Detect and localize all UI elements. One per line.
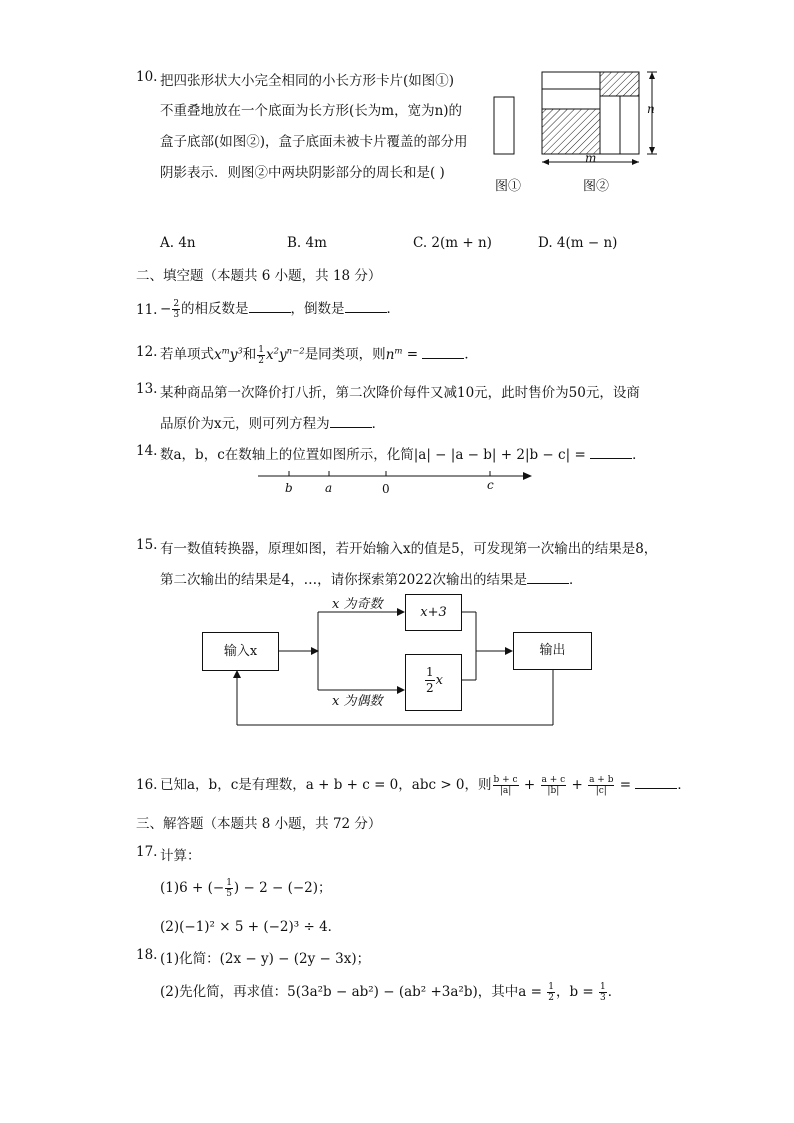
- flow-even-label: x 为偶数: [332, 694, 383, 709]
- q16-text: 已知a，b，c是有理数，a + b + c = 0，abc > 0，则 $\frac{b + c}{|a|}$ + $\frac{a + c}{|b|}$ + $\frac{a + b}{|c|}$ = ．: [160, 775, 691, 796]
- q15-line-2: 第二次输出的结果是4，…，请你探索第2022次输出的结果是 ．: [160, 572, 583, 588]
- q10-option-b: B. 4m: [287, 235, 327, 251]
- section-2-heading: 二、填空题（本题共 6 小题，共 18 分）: [136, 268, 382, 284]
- q10-option-d: D. 4(m − n): [538, 235, 618, 251]
- fig2-n-label: n: [647, 102, 655, 116]
- q15-line-1: 有一数值转换器，原理如图，若开始输入x的值是5，可发现第一次输出的结果是8，: [160, 541, 658, 557]
- q16-blank: [635, 778, 677, 789]
- fig1-label: 图①: [495, 179, 522, 194]
- q15-number: 15.: [136, 537, 158, 553]
- q10-line-1: 把四张形状大小完全相同的小长方形卡片(如图①): [160, 73, 455, 89]
- axis-label-c: c: [487, 478, 494, 492]
- q17-title: 计算：: [160, 848, 201, 864]
- q10-option-c: C. 2(m + n): [413, 235, 492, 251]
- q13-number: 13.: [136, 381, 158, 397]
- q10-line-4: 阴影表示．则图②中两块阴影部分的周长和是( ): [160, 165, 445, 181]
- axis-label-b: b: [285, 481, 293, 495]
- q17-part-1: (1)6 + (− $\frac{1}{5}$ ) − 2 − (−2)；: [160, 878, 332, 899]
- q14-number: 14.: [136, 443, 158, 459]
- q10-number: 10.: [136, 69, 158, 85]
- fig2-m-label: m: [585, 151, 597, 165]
- flow-odd-label: x 为奇数: [332, 597, 383, 612]
- q10-line-3: 盒子底部(如图②)，盒子底面未被卡片覆盖的部分用: [160, 134, 468, 150]
- q11-number: 11.: [136, 302, 158, 318]
- q17-number: 17.: [136, 844, 158, 860]
- q16-number: 16.: [136, 777, 158, 793]
- flow-input-box: 输入x: [202, 632, 279, 671]
- q18-number: 18.: [136, 947, 158, 963]
- q10-option-a: A. 4n: [160, 235, 196, 251]
- q17-part-2: (2)(−1)² × 5 + (−2)³ ÷ 4．: [160, 919, 342, 935]
- flow-even-box: $\frac{1}{2}$ x: [405, 654, 462, 711]
- q12-text: 若单项式$x^my^3$和 $\frac{1}{2}$ $x^2y^{n-2}$是同类项，则$n^m$ = ．: [160, 344, 478, 366]
- q14-text: 数a，b，c在数轴上的位置如图所示，化简|a| − |a − b| + 2|b − c| = ．: [160, 447, 646, 463]
- q13-line-1: 某种商品第一次降价打八折，第二次降价每件又减10元，此时售价为50元，设商: [160, 385, 640, 401]
- q18-part-1: (1)化简：(2x − y) − (2y − 3x)；: [160, 951, 371, 967]
- q18-part-2: (2)先化简，再求值：5(3a²b − ab²) − (ab² +3a²b)，其中a = $\frac{1}{2}$ ，b = $\frac{1}{3}$ ．: [160, 982, 622, 1003]
- q11-text: − $\frac{2}{3}$ 的相反数是 ，倒数是 ．: [160, 299, 401, 320]
- q12-number: 12.: [136, 344, 158, 360]
- q13-line-2: 品原价为x元，则可列方程为 ．: [160, 416, 386, 432]
- axis-label-0: 0: [382, 482, 390, 496]
- section-3-heading: 三、解答题（本题共 8 小题，共 72 分）: [136, 816, 382, 832]
- flow-output-box: 输出: [513, 632, 592, 670]
- axis-label-a: a: [325, 481, 333, 495]
- q10-line-2: 不重叠地放在一个底面为长方形(长为m，宽为n)的: [160, 103, 463, 119]
- flow-odd-box: x+3: [405, 594, 462, 631]
- fig2-label: 图②: [583, 179, 610, 194]
